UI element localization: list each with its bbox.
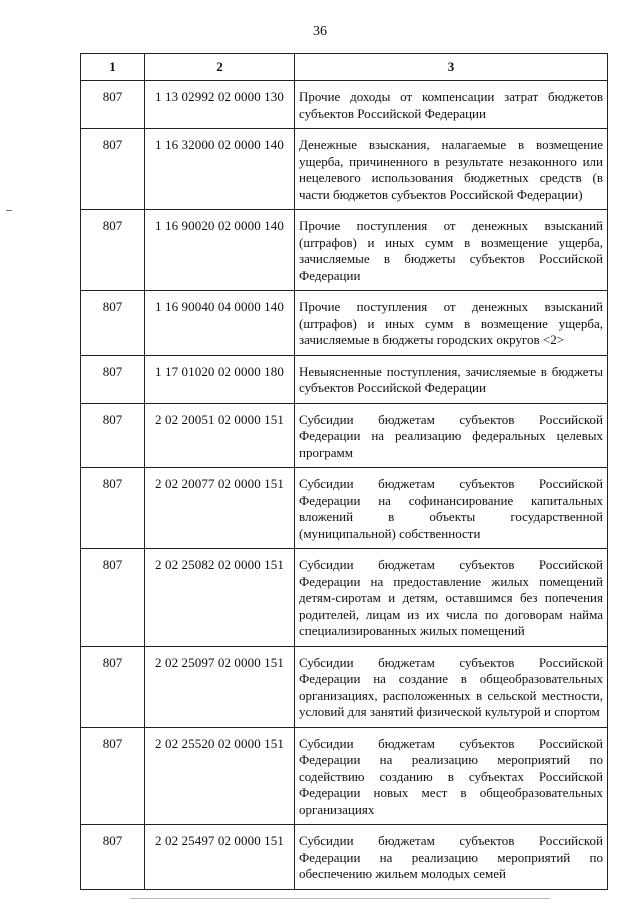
revenue-name-cell: Субсидии бюджетам субъектов Российской Федерации на реализацию федеральных целевых программ [295,403,608,468]
revenue-code-cell: 2 02 25497 02 0000 151 [145,825,295,890]
admin-code-cell: 807 [81,727,145,825]
admin-code-cell: 807 [81,210,145,291]
revenue-code-cell: 2 02 25520 02 0000 151 [145,727,295,825]
admin-code-cell: 807 [81,549,145,647]
revenue-code-cell: 1 16 90040 04 0000 140 [145,291,295,356]
revenue-name-cell: Субсидии бюджетам субъектов Российской Федерации на предоставление жилых помещений детям-сиротам и детям, оставшимся без попечения родителей, лицам из их числа по договорам найма специализированных жилых помещений [295,549,608,647]
admin-code-cell: 807 [81,825,145,890]
admin-code-cell: 807 [81,355,145,403]
revenue-name-cell: Прочие доходы от компенсации затрат бюджетов субъектов Российской Федерации [295,81,608,129]
page-number: 36 [313,24,327,39]
revenue-code-cell: 2 02 25097 02 0000 151 [145,646,295,727]
revenue-code-cell: 2 02 20051 02 0000 151 [145,403,295,468]
table-row [81,81,608,129]
revenue-code-cell: 1 13 02992 02 0000 130 [145,81,295,129]
revenue-name-cell: Невыясненные поступления, зачисляемые в бюджеты субъектов Российской Федерации [295,355,608,403]
table-row [81,129,608,210]
admin-code-cell: 807 [81,129,145,210]
revenue-code-cell: 2 02 25082 02 0000 151 [145,549,295,647]
admin-code-cell: 807 [81,403,145,468]
admin-code-cell: 807 [81,81,145,129]
table-row [81,468,608,549]
table-row [81,210,608,291]
table-row [81,825,608,890]
table-row [81,291,608,356]
budget-codes-table [80,53,608,890]
table-row [81,646,608,727]
revenue-name-cell: Субсидии бюджетам субъектов Российской Федерации на реализацию мероприятий по обеспечению жильем молодых семей [295,825,608,890]
revenue-name-cell: Прочие поступления от денежных взысканий (штрафов) и иных сумм в возмещение ущерба, зачисляемые в бюджеты субъектов Российской Федерации [295,210,608,291]
revenue-name-cell: Субсидии бюджетам субъектов Российской Федерации на реализацию мероприятий по содействию созданию в субъектах Российской Федерации новых мест в общеобразовательных организациях [295,727,608,825]
table-row [81,549,608,647]
revenue-name-cell: Денежные взыскания, налагаемые в возмещение ущерба, причиненного в результате незаконного или нецелевого использования бюджетных средств (в части бюджетов субъектов Российской Федерации) [295,129,608,210]
table-row [81,727,608,825]
column-header-2: 2 [145,54,295,81]
revenue-code-cell: 1 17 01020 02 0000 180 [145,355,295,403]
scan-edge-line [130,898,550,899]
revenue-name-cell: Субсидии бюджетам субъектов Российской Федерации на создание в общеобразовательных организациях, расположенных в сельской местности, условий для занятий физической культурой и спортом [295,646,608,727]
table-row [81,355,608,403]
table-header-row [81,54,608,81]
table-row [81,403,608,468]
column-header-1: 1 [81,54,145,81]
admin-code-cell: 807 [81,646,145,727]
admin-code-cell: 807 [81,291,145,356]
margin-mark [6,210,12,211]
revenue-code-cell: 1 16 32000 02 0000 140 [145,129,295,210]
revenue-code-cell: 1 16 90020 02 0000 140 [145,210,295,291]
revenue-name-cell: Субсидии бюджетам субъектов Российской Федерации на софинансирование капитальных вложений в объекты государственной (муниципальной) собственности [295,468,608,549]
admin-code-cell: 807 [81,468,145,549]
column-header-3: 3 [295,54,608,81]
revenue-code-cell: 2 02 20077 02 0000 151 [145,468,295,549]
revenue-name-cell: Прочие поступления от денежных взысканий (штрафов) и иных сумм в возмещение ущерба, зачисляемые в бюджеты городских округов <2> [295,291,608,356]
